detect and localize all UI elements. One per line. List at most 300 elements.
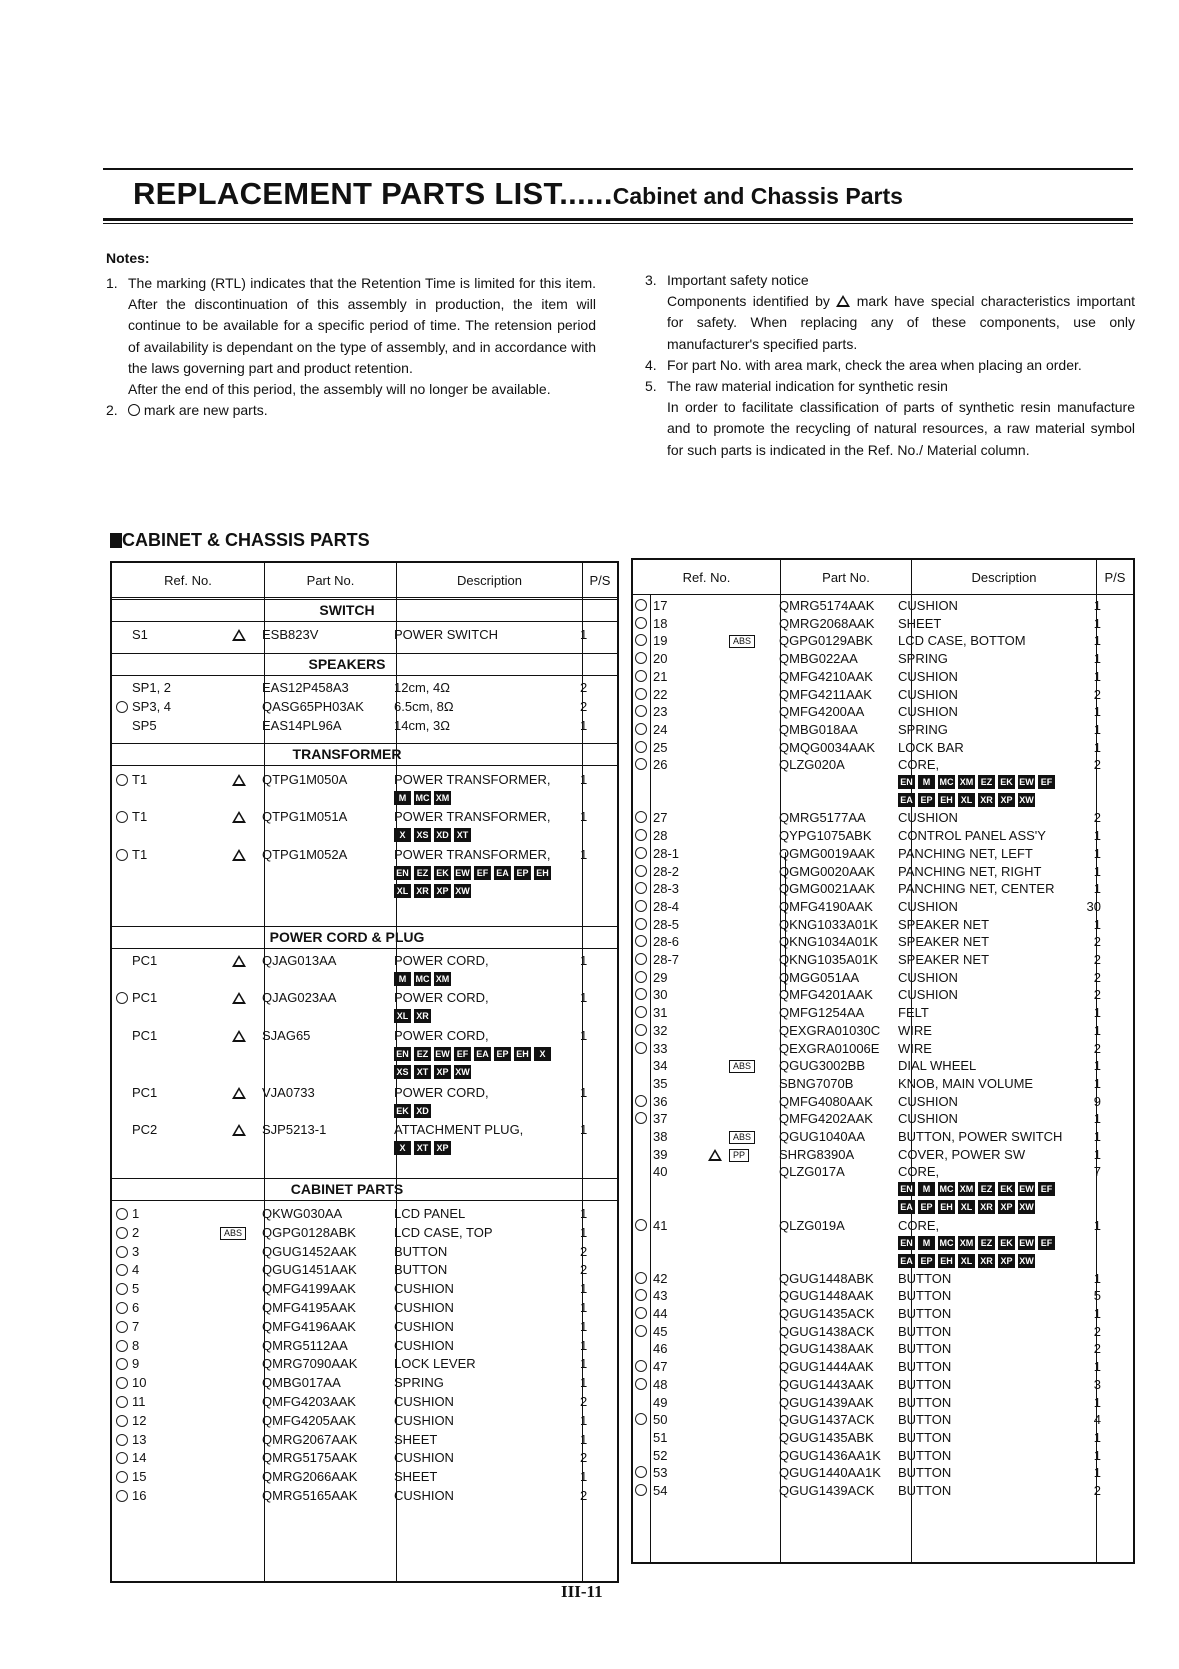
ps-qty: 1: [580, 1431, 588, 1447]
description: CUSHION: [394, 1488, 454, 1503]
note-text: mark have special characteristics important for safety. When replacing any of these components, use only manufacturer's specified parts.: [667, 293, 1136, 352]
new-part-circle-icon: [635, 1378, 647, 1390]
ref-no: 53: [653, 1465, 668, 1481]
part-no: SJP5213-1: [262, 1122, 327, 1137]
ref-no: 45: [653, 1323, 668, 1339]
ps-qty: 1: [580, 1412, 588, 1428]
description: BUTTON: [898, 1341, 952, 1357]
group-title: POWER CORD & PLUG: [269, 929, 425, 945]
area-tag: MC: [939, 1184, 954, 1195]
safety-warning-icon: [232, 1124, 246, 1136]
new-part-circle-icon: [635, 1272, 647, 1284]
group-title: SWITCH: [319, 602, 375, 618]
col-header-ps: P/S: [1104, 569, 1126, 585]
ps-qty: 2: [580, 1394, 588, 1409]
part-no: QMFG4195AAK: [262, 1300, 356, 1315]
description: KNOB, MAIN VOLUME: [898, 1075, 1034, 1091]
group-rule: [112, 599, 617, 600]
ref-no: PC2: [132, 1122, 158, 1137]
new-part-circle-icon: [116, 1227, 128, 1239]
col-header-part: Part No.: [822, 569, 870, 585]
description: POWER CORD,: [394, 1085, 489, 1100]
area-tags: [394, 1007, 434, 1023]
new-part-circle-icon: [635, 1024, 647, 1036]
description: CORE,: [898, 757, 940, 773]
part-no: QTPG1M052A: [262, 847, 348, 862]
area-tags: [898, 773, 1058, 789]
new-part-circle-icon: [116, 701, 128, 713]
ps-qty: 2: [1093, 757, 1101, 773]
ref-no: 2: [132, 1224, 140, 1240]
ref-no: 34: [653, 1058, 668, 1074]
ref-no: 28-7: [653, 952, 680, 967]
col-header-part: Part No.: [306, 572, 355, 588]
new-part-circle-icon: [635, 741, 647, 753]
new-part-circle-icon: [116, 1302, 128, 1314]
ref-no: 24: [653, 721, 668, 737]
area-tags: [898, 1180, 1058, 1196]
description: SPRING: [898, 651, 948, 667]
area-tag: EA: [898, 1200, 915, 1214]
note-item: [645, 291, 1135, 355]
ps-qty: 1: [1093, 1075, 1101, 1091]
ref-no: 28-1: [653, 845, 680, 861]
description: BUTTON: [898, 1412, 952, 1428]
new-part-circle-icon: [116, 1246, 128, 1258]
ps-qty: 1: [1093, 633, 1101, 649]
title-rule-top: [103, 168, 1133, 170]
area-tag: EZ: [414, 866, 431, 880]
description: BUTTON: [898, 1447, 952, 1463]
ref-no: T1: [132, 772, 148, 787]
ps-qty: 2: [1093, 1323, 1101, 1339]
ps-qty: 2: [1093, 1040, 1101, 1056]
ref-no: 26: [653, 757, 668, 773]
area-tag: XP: [434, 884, 451, 898]
title-main: REPLACEMENT PARTS LIST......: [133, 176, 613, 211]
note-item: [645, 355, 1135, 376]
description: CONTROL PANEL ASS'Y: [898, 828, 1046, 844]
ref-no: 18: [653, 615, 668, 631]
part-no: QMBG017AA: [262, 1375, 341, 1391]
ref-no: 40: [653, 1164, 668, 1180]
part-no: EAS14PL96A: [262, 718, 342, 733]
area-tags: [898, 1234, 1058, 1250]
note-item: [645, 270, 1135, 291]
part-no: QMFG4203AAK: [262, 1394, 356, 1409]
area-tag: EP: [494, 1047, 511, 1061]
new-part-circle-icon: [635, 918, 647, 930]
area-tag: XW: [455, 886, 470, 896]
ref-no: 1: [132, 1206, 140, 1221]
new-part-circle-icon: [116, 849, 128, 861]
area-tag: XW: [1019, 795, 1034, 806]
group-rule: [112, 765, 617, 766]
safety-warning-icon: [232, 849, 246, 861]
description: CUSHION: [394, 1300, 454, 1315]
group-rule: [112, 621, 617, 622]
col-header-desc: Description: [971, 569, 1037, 585]
area-tag: M: [394, 972, 411, 986]
description: BUTTON: [898, 1394, 952, 1410]
area-tag: M: [918, 1182, 935, 1196]
ps-qty: 1: [1093, 1058, 1101, 1074]
description: SPEAKER NET: [898, 934, 990, 950]
note-text: For part No. with area mark, check the area when placing an order.: [667, 356, 1082, 373]
description: CUSHION: [898, 668, 958, 684]
description: CUSHION: [898, 810, 958, 826]
ps-qty: 7: [1093, 1164, 1101, 1180]
part-no: QKNG1035A01K: [779, 952, 879, 967]
area-tags: [394, 1063, 474, 1079]
part-no: QMBG018AA: [779, 721, 858, 737]
ref-no: 10: [132, 1375, 147, 1391]
ps-qty: 4: [1093, 1412, 1101, 1428]
part-no: QASG65PH03AK: [262, 699, 364, 714]
page-title: [133, 176, 903, 212]
area-tag: XT: [414, 1065, 431, 1079]
ref-no: 19: [653, 633, 668, 649]
note-num: 1.: [106, 275, 118, 291]
notes-right: [645, 270, 1135, 461]
ref-no: 16: [132, 1488, 147, 1503]
description: BUTTON: [394, 1262, 448, 1278]
part-no: QEXGRA01006E: [779, 1040, 880, 1056]
group-title: SPEAKERS: [308, 656, 386, 672]
header-rule: [633, 594, 1133, 595]
title-rule-thin: [103, 223, 1133, 224]
description: BUTTON, POWER SWITCH: [898, 1129, 1063, 1144]
area-tag: EW: [1019, 1184, 1034, 1195]
description: SPEAKER NET: [898, 916, 990, 932]
ref-no: PC1: [132, 953, 158, 968]
parts-table-left: [110, 561, 619, 1583]
area-tag: XS: [414, 828, 431, 842]
safety-warning-icon: [232, 955, 246, 967]
area-tag: EA: [898, 1254, 915, 1268]
ps-qty: 1: [1093, 704, 1101, 720]
ref-no: SP3, 4: [132, 699, 172, 714]
area-tag: EW: [455, 868, 470, 878]
note-text: mark are new parts.: [143, 402, 268, 419]
new-part-circle-icon: [635, 1484, 647, 1496]
safety-warning-icon: [836, 295, 850, 307]
new-part-circle-icon: [635, 811, 647, 823]
area-tag: XW: [455, 1067, 470, 1077]
ps-qty: 1: [1093, 1306, 1101, 1321]
description: BUTTON: [394, 1243, 448, 1259]
ps-qty: 2: [1093, 934, 1101, 950]
group-rule: [112, 743, 617, 744]
ref-no: 33: [653, 1040, 668, 1056]
ref-no: 12: [132, 1412, 147, 1428]
new-part-circle-icon: [116, 1471, 128, 1483]
description: CUSHION: [394, 1450, 454, 1466]
part-no: QMRG5175AAK: [262, 1450, 358, 1466]
description: LCD CASE, BOTTOM: [898, 633, 1026, 649]
note-text: The raw material indication for synthetic resin: [667, 378, 948, 395]
description: ATTACHMENT PLUG,: [394, 1122, 524, 1137]
group-rule: [112, 653, 617, 654]
area-tag: X: [394, 1141, 411, 1155]
column-rule: [650, 594, 651, 1562]
area-tag: XR: [978, 1200, 995, 1214]
area-tag: M: [918, 775, 935, 789]
part-no: QLZG017A: [779, 1164, 845, 1180]
area-tag: XR: [978, 793, 995, 807]
ps-qty: 1: [580, 990, 588, 1005]
area-tag: EW: [1019, 777, 1034, 788]
description: LCD PANEL: [394, 1206, 466, 1221]
description: PANCHING NET, RIGHT: [898, 863, 1042, 879]
safety-warning-icon: [232, 1030, 246, 1042]
description: CUSHION: [898, 686, 958, 702]
new-part-circle-icon: [635, 1325, 647, 1337]
ps-qty: 9: [1093, 1093, 1101, 1109]
part-no: QMFG4196AAK: [262, 1318, 356, 1334]
group-rule: [112, 926, 617, 927]
part-no: QGPG0129ABK: [779, 633, 873, 649]
ref-no: 36: [653, 1093, 668, 1109]
ps-qty: 3: [1093, 1376, 1101, 1392]
section-title: [110, 530, 370, 551]
new-part-circle-icon: [635, 1112, 647, 1124]
note-text: Components identified by: [667, 293, 830, 310]
area-tag: XT: [414, 1141, 431, 1155]
description: CUSHION: [898, 1093, 958, 1109]
area-tag: MC: [415, 793, 430, 803]
ref-no: PC1: [132, 1085, 158, 1100]
part-no: QKNG1034A01K: [779, 934, 879, 950]
ps-qty: 1: [1093, 1022, 1101, 1038]
new-part-circle-icon: [635, 688, 647, 700]
part-no: SHRG8390A: [779, 1146, 855, 1162]
description: BUTTON: [898, 1376, 952, 1392]
new-part-circle-icon: [635, 953, 647, 965]
area-tag: EP: [918, 1254, 935, 1268]
part-no: QMRG5174AAK: [779, 598, 875, 613]
note-text: The marking (RTL) indicates that the Retention Time is limited for this item. After the discontinuation of this assembly in production, the item will continue to be available for a specific period of time. The retension period of availability is dependant on the type of assembly, and in accordance with the laws governing part and product retention.: [128, 275, 596, 376]
title-rule-bottom: [103, 218, 1133, 221]
ps-qty: 1: [1093, 1270, 1101, 1286]
notes-left: [106, 273, 596, 421]
area-tag: EA: [898, 793, 915, 807]
part-no: QGUG1448ABK: [779, 1270, 874, 1286]
ref-no: 23: [653, 704, 668, 720]
material-symbol: ABS: [729, 635, 755, 648]
area-tag: M: [394, 791, 411, 805]
ref-no: T1: [132, 809, 148, 824]
ref-no: 38: [653, 1129, 668, 1144]
new-part-circle-icon: [635, 758, 647, 770]
description: SPRING: [394, 1375, 444, 1391]
area-tags: [898, 1198, 1038, 1214]
page-number: III-11: [561, 1582, 603, 1601]
description: SPRING: [898, 721, 948, 737]
part-no: QLZG020A: [779, 757, 845, 773]
part-no: QJAG013AA: [262, 953, 337, 968]
area-tag: XL: [958, 793, 975, 807]
description: POWER CORD,: [394, 953, 489, 968]
new-part-circle-icon: [116, 1415, 128, 1427]
new-part-circle-icon: [635, 1042, 647, 1054]
part-no: QMFG4202AAK: [779, 1111, 873, 1127]
area-tag: EN: [394, 866, 411, 880]
part-no: QGMG0019AAK: [779, 845, 876, 861]
description: CUSHION: [394, 1412, 454, 1428]
area-tags: [394, 1045, 554, 1061]
ref-no: 37: [653, 1111, 668, 1127]
new-part-circle-icon: [635, 1289, 647, 1301]
description: CUSHION: [394, 1394, 454, 1409]
ref-no: 28-4: [653, 898, 680, 914]
ps-qty: 5: [1093, 1288, 1101, 1304]
description: CORE,: [898, 1217, 940, 1233]
description: 12cm, 4Ω: [394, 680, 450, 695]
ps-qty: 1: [580, 627, 588, 642]
ref-no: 44: [653, 1306, 668, 1321]
col-header-ps: P/S: [589, 572, 611, 588]
note-num: [106, 379, 128, 400]
description: CUSHION: [898, 969, 958, 985]
area-tag: XL: [958, 1200, 975, 1214]
ref-no: 42: [653, 1270, 668, 1286]
description: POWER SWITCH: [394, 627, 498, 642]
new-part-circle-icon: [116, 1377, 128, 1389]
ps-qty: 1: [580, 847, 588, 862]
ps-qty: 2: [1093, 987, 1101, 1003]
group-rule: [112, 948, 617, 949]
area-tag: EH: [938, 1254, 955, 1268]
part-no: QJAG023AA: [262, 990, 337, 1005]
safety-warning-icon: [708, 1149, 722, 1161]
description: CUSHION: [898, 1111, 958, 1127]
part-no: QGUG1438AAK: [779, 1341, 874, 1357]
description: CUSHION: [394, 1337, 454, 1353]
new-part-circle-icon: [116, 774, 128, 786]
area-tag: XT: [454, 828, 471, 842]
part-no: QMRG5165AAK: [262, 1488, 358, 1503]
area-tag: EW: [435, 1049, 450, 1059]
part-no: QMFG4199AAK: [262, 1281, 356, 1297]
ps-qty: 1: [580, 1122, 588, 1137]
area-tags: [394, 826, 474, 842]
safety-warning-icon: [232, 992, 246, 1004]
area-tags: [898, 1252, 1038, 1268]
description: CUSHION: [394, 1281, 454, 1297]
ps-qty: 2: [580, 1262, 588, 1278]
area-tag: EH: [938, 793, 955, 807]
description: BUTTON: [898, 1270, 952, 1286]
description: LOCK LEVER: [394, 1356, 476, 1372]
part-no: QEXGRA01030C: [779, 1022, 881, 1038]
part-no: ESB823V: [262, 627, 319, 642]
part-no: QKNG1033A01K: [779, 916, 879, 932]
new-part-circle-icon: [635, 882, 647, 894]
ref-no: 50: [653, 1412, 668, 1428]
part-no: QGMG0020AAK: [779, 863, 876, 879]
note-num: 4.: [645, 356, 657, 373]
area-tag: XD: [414, 1104, 431, 1118]
ref-no: 48: [653, 1376, 668, 1392]
ref-no: PC1: [132, 990, 158, 1005]
part-no: QMRG5177AA: [779, 810, 866, 826]
area-tag: XP: [998, 1254, 1015, 1268]
description: POWER TRANSFORMER,: [394, 847, 551, 862]
area-tag: XR: [414, 1009, 431, 1023]
safety-warning-icon: [232, 629, 246, 641]
ps-qty: 1: [1093, 1129, 1101, 1144]
new-part-circle-icon: [635, 1307, 647, 1319]
ps-qty: 1: [1093, 1429, 1101, 1445]
area-tag: XM: [959, 1184, 974, 1195]
note-item: [645, 397, 1135, 461]
part-no: QMRG2066AAK: [262, 1469, 358, 1485]
area-tag: EW: [1019, 1237, 1034, 1248]
part-no: QMGG051AA: [779, 969, 860, 985]
area-tag: EH: [938, 1200, 955, 1214]
ref-no: 28: [653, 828, 668, 844]
part-no: QGUG1436AA1K: [779, 1447, 881, 1463]
square-bullet-icon: [110, 533, 122, 548]
new-part-circle-icon: [635, 847, 647, 859]
ps-qty: 2: [1093, 1483, 1101, 1498]
ps-qty: 1: [580, 772, 588, 787]
area-tag: XM: [959, 1237, 974, 1248]
part-no: QMRG5112AA: [262, 1337, 348, 1353]
sub-assembly-bracket: [785, 852, 786, 992]
note-num: [645, 291, 667, 355]
area-tag: EN: [898, 775, 915, 789]
ref-no: 28-5: [653, 916, 680, 932]
description: SHEET: [394, 1431, 438, 1447]
part-no: QMRG2068AAK: [779, 615, 875, 631]
ref-no: 32: [653, 1022, 668, 1038]
ref-no: 4: [132, 1262, 140, 1278]
description: PANCHING NET, LEFT: [898, 845, 1033, 861]
part-no: QGUG1438ACK: [779, 1323, 875, 1339]
ref-no: 35: [653, 1075, 668, 1091]
area-tag: EN: [898, 1236, 915, 1250]
material-symbol: PP: [729, 1149, 749, 1162]
safety-warning-icon: [232, 811, 246, 823]
new-part-circle-icon: [116, 1264, 128, 1276]
ps-qty: 1: [1093, 1394, 1101, 1410]
ps-qty: 1: [580, 1375, 588, 1391]
group-title: CABINET PARTS: [290, 1181, 404, 1197]
area-tag: EP: [918, 793, 935, 807]
new-part-circle-icon: [128, 404, 140, 416]
part-no: QGMG0021AAK: [779, 881, 876, 897]
area-tag: EP: [514, 866, 531, 880]
area-tag: XM: [435, 793, 450, 803]
new-part-circle-icon: [116, 1358, 128, 1370]
ref-no: 11: [132, 1394, 146, 1409]
new-part-circle-icon: [635, 1095, 647, 1107]
ps-qty: 2: [580, 1488, 588, 1503]
note-num: 3.: [645, 272, 657, 288]
area-tags: [898, 791, 1038, 807]
area-tag: XP: [998, 1200, 1015, 1214]
ref-no: 14: [132, 1450, 147, 1466]
ref-no: 20: [653, 651, 668, 667]
ref-no: 28-6: [653, 934, 680, 950]
description: POWER TRANSFORMER,: [394, 809, 551, 824]
new-part-circle-icon: [116, 992, 128, 1004]
description: CUSHION: [394, 1318, 454, 1334]
parts-table-right: [631, 558, 1135, 1564]
description: BUTTON: [898, 1323, 952, 1339]
